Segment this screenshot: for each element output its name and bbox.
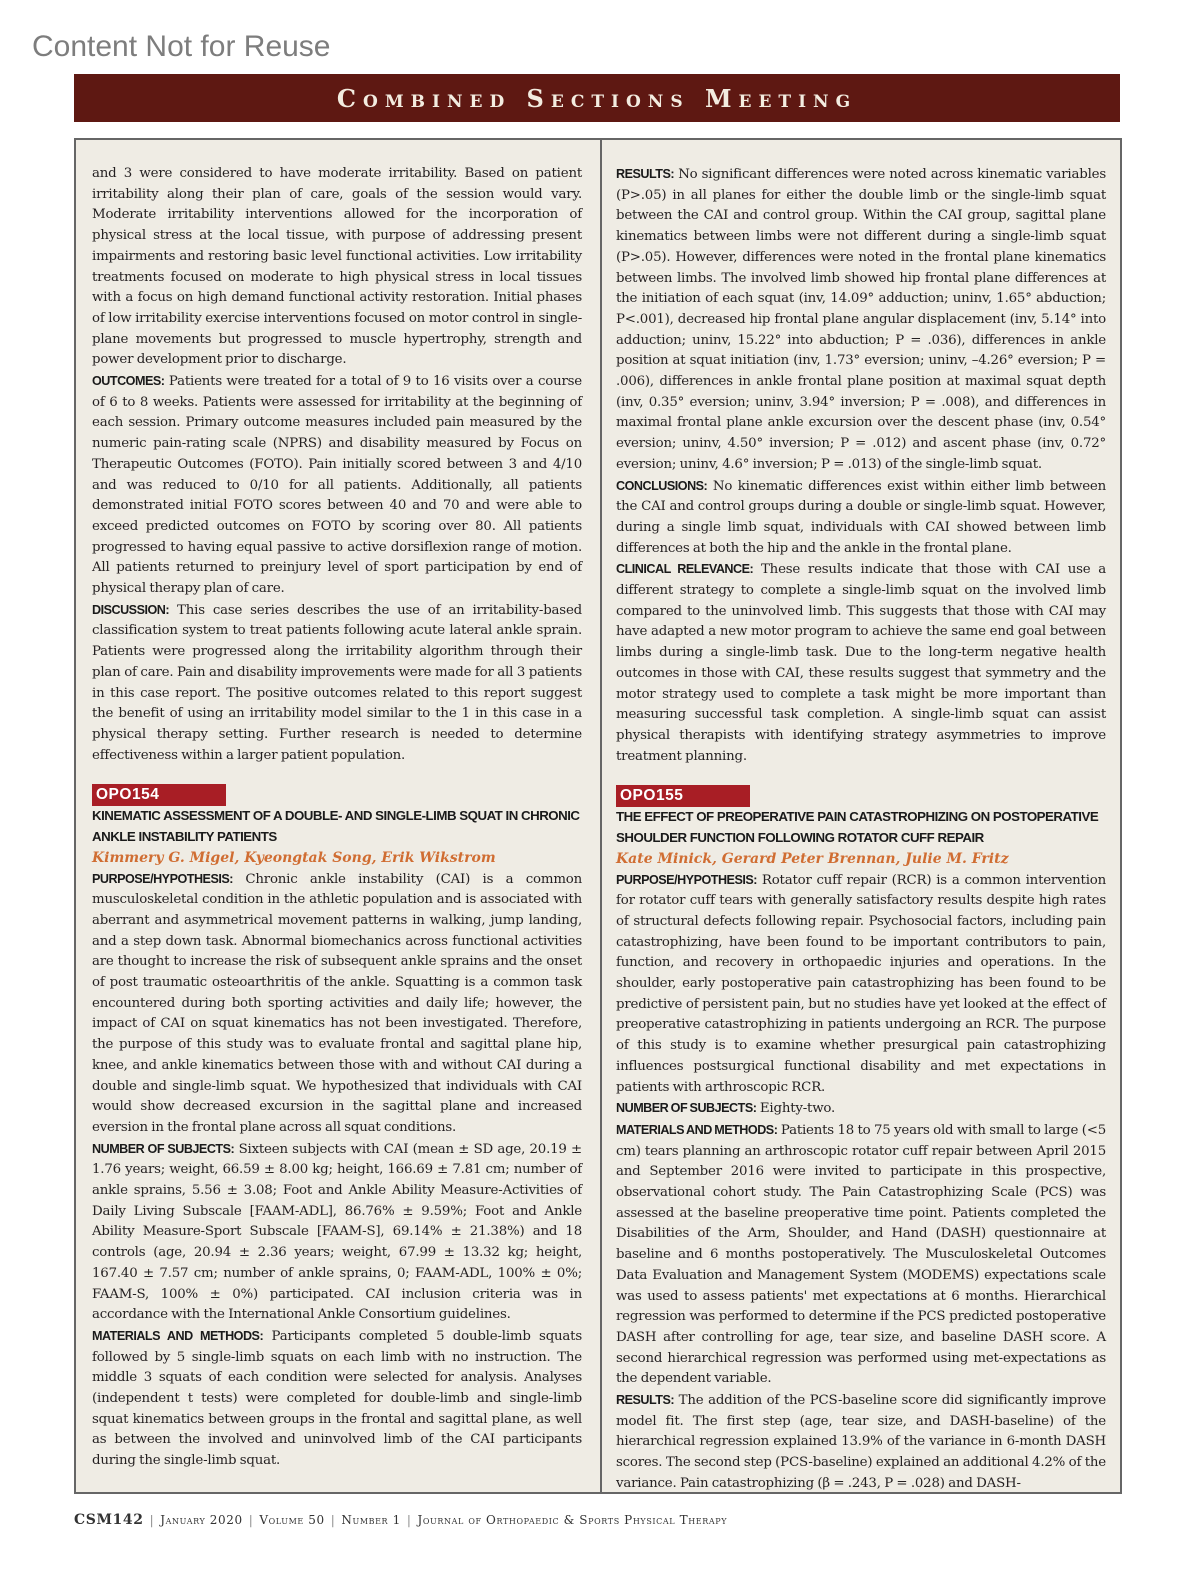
methods-text: Patients 18 to 75 years old with small to large (<5 cm) tears planning an arthroscopic rotator cuff repair between April 2015 and September 2016 were invited to participate in this prospective, observational cohort study. The Pain Catastrophizing Scale (PCS) was assessed at the baseline preoperative time point. Patients completed the Disabilities of the Arm, Shoulder, and Hand (DASH) questionnaire at baseline and 6 months postoperatively. The Musculoskeletal Outcomes Data Evaluation and Management System (MODEMS) expectations scale was used to assess patients' met expectations at 6 months. Hierarchical regression was performed to determine if the PCS predicted postoperative DASH after controlling for age, tear size, and baseline DASH score. A second hierarchical regression was performed using met-expectations as the dependent variable.: [616, 1122, 1106, 1387]
relevance-paragraph: [616, 559, 1106, 767]
volume: Volume 50: [259, 1513, 325, 1527]
right-column: [616, 164, 1106, 1495]
outcomes-paragraph: [92, 371, 582, 600]
results-label: RESULTS:: [616, 1393, 675, 1408]
conclusions-paragraph: [616, 476, 1106, 560]
abstract-authors: Kate Minick, Gerard Peter Brennan, Julie M. Fritz: [616, 850, 1009, 867]
abstract-id-tag: OPO155: [616, 785, 750, 807]
purpose-paragraph: [92, 869, 582, 1139]
abstract-opo155: [616, 785, 1106, 1494]
purpose-text: Chronic ankle instability (CAI) is a common musculoskeletal condition in the athletic population and is associated with aberrant and asymmetrical movement patterns in walking, jump landing, and a step down task. Abnormal biomechanics across functional activities are thought to increase the risk of subsequent ankle sprains and the onset of post traumatic osteoarthritis of the ankle. Squatting is a common task encountered during both sporting activities and daily life; however, the impact of CAI on squat kinematics has not been investigated. Therefore, the purpose of this study was to evaluate frontal and sagittal plane hip, knee, and ankle kinematics between those with and without CAI during a double and single-limb squat. We hypothesized that individuals with CAI would show decreased excursion in the sagittal plane and increased eversion in the frontal plane across all squat conditions.: [92, 871, 582, 1135]
subjects-label: NUMBER OF SUBJECTS:: [92, 1141, 235, 1156]
subjects-label: NUMBER OF SUBJECTS:: [616, 1101, 757, 1116]
discussion-paragraph: [92, 600, 582, 767]
results-label: RESULTS:: [616, 167, 675, 181]
issue-date: January 2020: [160, 1513, 243, 1527]
results-paragraph: [616, 164, 1106, 476]
discussion-text: This case series describes the use of an irritability-based classification system to treat patients following acute lateral ankle sprain. Patients were progressed along the irritability algorithm through their plan of care. Pain and disability improvements were made for all 3 patients in this case report. The positive outcomes related to this report suggest the benefit of using an irritability model similar to the 1 in this case in a physical therapy setting. Further research is needed to determine effectiveness within a larger patient population.: [92, 602, 582, 763]
purpose-paragraph: [616, 870, 1106, 1099]
abstract-title: THE EFFECT OF PREOPERATIVE PAIN CATASTROPHIZING ON POSTOPERATIVE SHOULDER FUNCTION FOLLOWING ROTATOR CUFF REPAIR: [616, 809, 1099, 846]
methods-paragraph: [92, 1326, 582, 1472]
outcomes-label: OUTCOMES:: [92, 374, 165, 389]
abstract-authors: Kimmery G. Migel, Kyeongtak Song, Erik Wikstrom: [92, 849, 496, 866]
left-column: [92, 164, 582, 1472]
methods-text: Participants completed 5 double-limb squats followed by 5 single-limb squats on each limb with no instruction. The middle 3 squats of each condition were selected for analysis. Analyses (independent t tests) were completed for double-limb and single-limb squat kinematics between groups in the frontal and sagittal plane, as well as between the involved and uninvolved limb of the CAI participants during the single-limb squat.: [92, 1328, 582, 1469]
purpose-text: Rotator cuff repair (RCR) is a common intervention for rotator cuff tears with generally satisfactory results despite high rates of structural defects following repair. Psychosocial factors, including pain catastrophizing, have been found to be important contributors to pain, function, and recovery in orthopaedic injuries and operations. In the shoulder, early postoperative pain catastrophizing has been found to be predictive of persistent pain, but no studies have yet looked at the effect of preoperative catastrophizing in patients undergoing an RCR. The purpose of this study is to examine whether presurgical pain catastrophizing influences postsurgical functional disability and met expectations in patients with arthroscopic RCR.: [616, 872, 1106, 1095]
page-footer: CSM142 | January 2020 | Volume 50 | Number 1 | Journal of Orthopaedic & Sports Physical Therapy: [74, 1512, 728, 1528]
page-number: CSM142: [74, 1512, 144, 1528]
results-text: No significant differences were noted across kinematic variables (P>.05) in all planes for either the double limb or the single-limb squat between the CAI and control group. Within the CAI group, sagittal plane kinematics between limbs were not different during a single-limb squat (P>.05). However, differences were noted in the frontal plane kinematics between limbs. The involved limb showed hip frontal plane differences at the initiation of each squat (inv, 14.09° adduction; uninv, 1.65° abduction; P<.001), decreased hip frontal plane angular displacement (inv, 5.14° into adduction; uninv, 15.22° into abduction; P = .036), differences in ankle position at squat initiation (inv, 1.73° eversion; uninv, –4.26° eversion; P = .006), differences in ankle frontal plane position at maximal squat depth (inv, 0.35° eversion; uninv, 3.94° inversion; P = .008), and differences in maximal frontal plane ankle excursion over the descent phase (inv, 0.54° eversion; uninv, 4.50° inversion; P = .012) and ascent phase (inv, 0.72° eversion; uninv, 4.6° inversion; P = .013) of the single-limb squat.: [616, 167, 1106, 472]
conclusions-label: CONCLUSIONS:: [616, 478, 708, 493]
methods-label: MATERIALS AND METHODS:: [92, 1328, 264, 1343]
subjects-paragraph: [92, 1139, 582, 1326]
watermark: Content Not for Reuse: [32, 30, 331, 63]
methods-label: MATERIALS AND METHODS:: [616, 1122, 778, 1137]
abstract-title: KINEMATIC ASSESSMENT OF A DOUBLE- AND SINGLE-LIMB SQUAT IN CHRONIC ANKLE INSTABILITY PATIENTS: [92, 808, 580, 845]
abstract-opo154: [92, 784, 582, 1472]
purpose-label: PURPOSE/HYPOTHESIS:: [92, 871, 233, 886]
outcomes-text: Patients were treated for a total of 9 to 16 visits over a course of 6 to 8 weeks. Patients were assessed for irritability at the beginning of each session. Primary outcome measures included pain measured by the numeric pain-rating scale (NPRS) and disability measured by Focus on Therapeutic Outcomes (FOTO). Pain initially scored between 3 and 4/10 and was reduced to 0/10 for all patients. Additionally, all patients demonstrated initial FOTO scores between 40 and 70 and were able to exceed predicted outcomes on FOTO by scoring over 80. All patients progressed to having equal passive to active dorsiflexion range of motion. All patients returned to preinjury level of sport participation by end of physical therapy plan of care.: [92, 374, 582, 597]
intro-paragraph: and 3 were considered to have moderate irritability. Based on patient irritability along their plan of care, goals of the session would vary. Moderate irritability interventions allowed for the incorporation of physical stress at the local tissue, with purpose of addressing present impairments and restoring basic level functional activities. Low irritability treatments focused on moderate to high physical stress in local tissues with a focus on high demand functional activity restoration. Initial phases of low irritability exercise interventions focused on motor control in single-plane movements but progressed to muscle hypertrophy, strength and power development prior to discharge.: [92, 166, 582, 368]
relevance-text: These results indicate that those with CAI use a different strategy to complete a single-limb squat on the involved limb compared to the uninvolved limb. This suggests that those with CAI may have adapted a new motor program to achieve the same end goal between limbs during a single-limb task. Due to the long-term negative health outcomes in those with CAI, these results suggest that symmetry and the motor strategy used to complete a task might be more important than measuring successful task completion. A single-limb squat can assist physical therapists with identifying strategy asymmetries to improve treatment planning.: [616, 562, 1106, 764]
methods-paragraph: [616, 1120, 1106, 1390]
journal-name: Journal of Orthopaedic & Sports Physical Therapy: [417, 1513, 728, 1527]
subjects-paragraph: [616, 1098, 1106, 1120]
subjects-text: Sixteen subjects with CAI (mean ± SD age, 20.19 ± 1.76 years; weight, 66.59 ± 8.00 kg; height, 166.69 ± 7.81 cm; number of ankle sprains, 5.56 ± 3.08; Foot and Ankle Ability Measure-Activities of Daily Living Subscale [FAAM-ADL], 86.76% ± 9.59%; Foot and Ankle Ability Measure-Sport Subscale [FAAM-S], 69.14% ± 21.38%) and 18 controls (age, 20.94 ± 2.36 years; weight, 67.99 ± 13.32 kg; height, 167.40 ± 7.57 cm; number of ankle sprains, 0; FAAM-ADL, 100% ± 0%; FAAM-S, 100% ± 0%) participated. CAI inclusion criteria was in accordance with the International Ankle Consortium guidelines.: [92, 1141, 583, 1323]
results-text: The addition of the PCS-baseline score did significantly improve model fit. The first step (age, tear size, and DASH-baseline) of the hierarchical regression explained 13.9% of the variance in 6-month DASH scores. The second step (PCS-baseline) explained an additional 4.2% of the variance. Pain catastrophizing (β = .243, P = .028) and DASH-: [616, 1393, 1106, 1491]
content-frame: [74, 138, 1122, 1494]
column-divider: [600, 140, 602, 1492]
subjects-text: Eighty-two.: [759, 1101, 836, 1117]
relevance-label: CLINICAL RELEVANCE:: [616, 562, 754, 577]
section-banner: Combined Sections Meeting: [74, 74, 1120, 122]
results-paragraph: [616, 1390, 1106, 1495]
abstract-id-tag: OPO154: [92, 784, 226, 806]
conclusions-text: No kinematic differences exist within either limb between the CAI and control groups during a double or single-limb squat. However, during a single limb squat, individuals with CAI showed between limb differences at both the hip and the ankle in the frontal plane.: [616, 478, 1107, 556]
issue-number: Number 1: [341, 1513, 401, 1527]
purpose-label: PURPOSE/HYPOTHESIS:: [616, 872, 757, 887]
discussion-label: DISCUSSION:: [92, 602, 170, 617]
